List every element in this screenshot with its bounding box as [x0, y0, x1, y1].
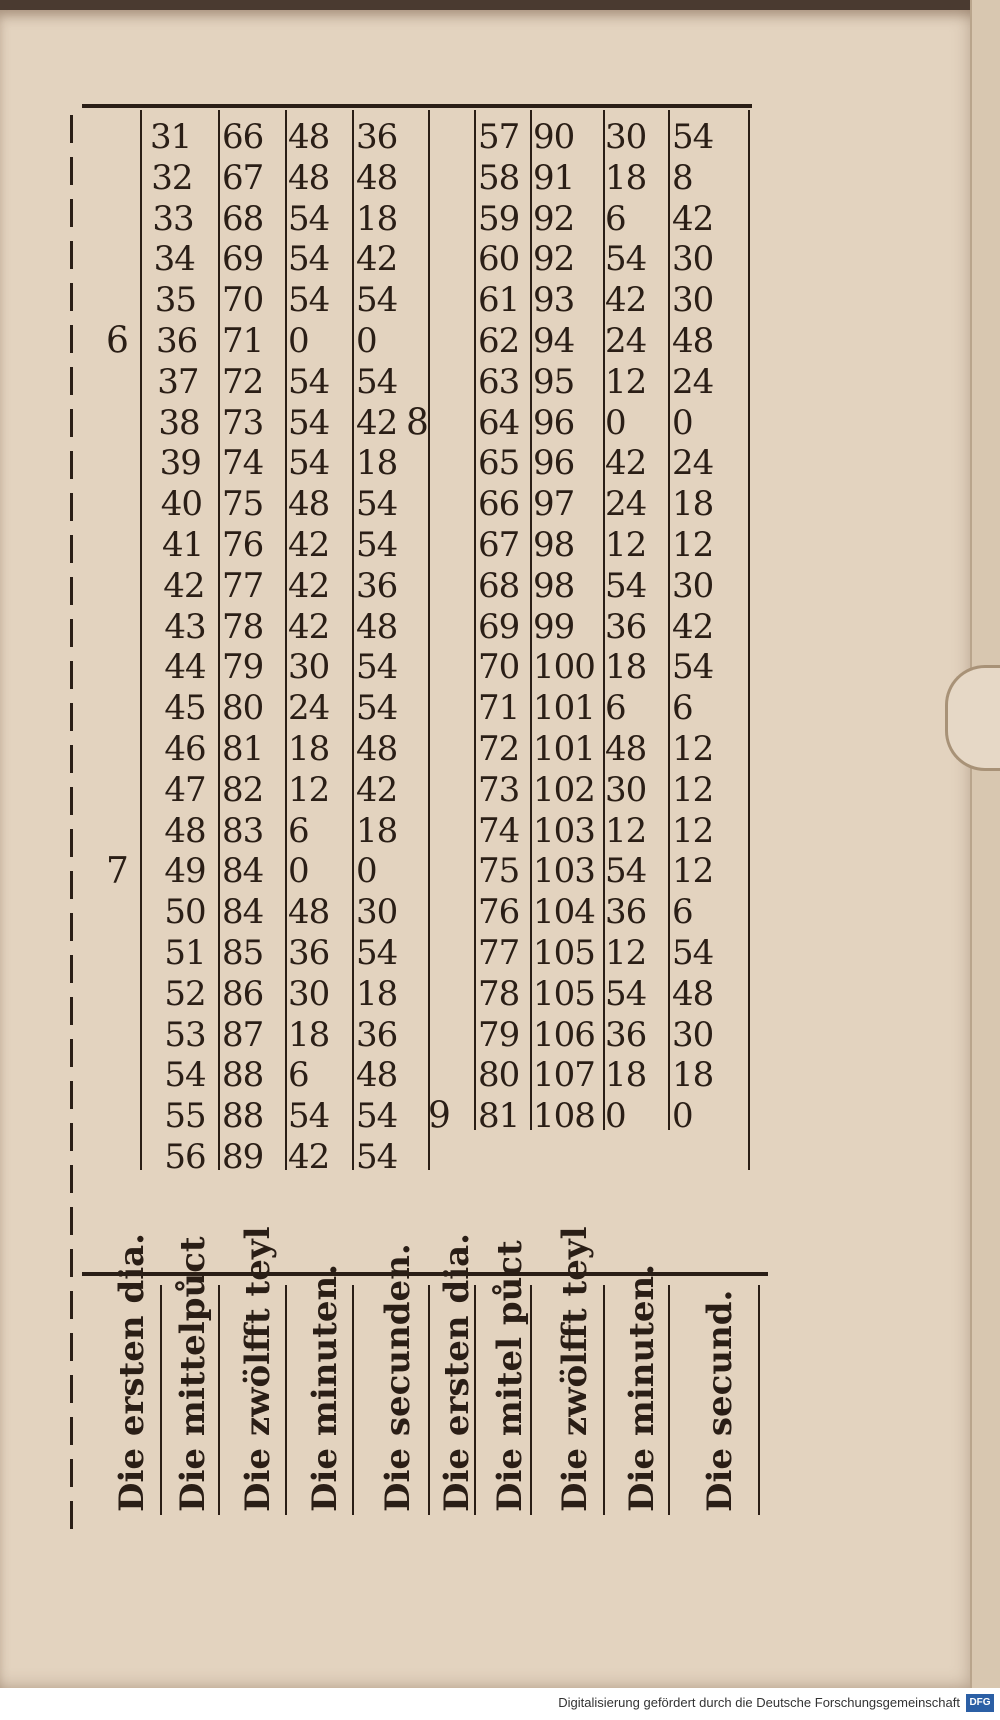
column-rule — [530, 110, 532, 1130]
margin-dash — [70, 325, 73, 353]
margin-dash — [70, 829, 73, 857]
margin-dash — [70, 787, 73, 815]
margin-dash — [70, 451, 73, 479]
right-table-cell: 18 — [672, 484, 714, 525]
right-table-cell: 12 — [672, 769, 714, 810]
left-table-cell: 30 — [288, 973, 330, 1014]
left-table-cell: 33 — [152, 198, 194, 239]
margin-dash — [70, 619, 73, 647]
right-table-cell: 92 — [533, 198, 575, 239]
right-table-cell: 101 — [533, 729, 595, 769]
left-table-cell: 48 — [356, 729, 398, 769]
header-column-rule — [218, 1285, 220, 1515]
right-table-cell: 36 — [605, 1014, 647, 1055]
left-table-cell: 36 — [356, 117, 398, 157]
right-table-cell: 102 — [533, 769, 595, 810]
margin-dash — [70, 1039, 73, 1067]
left-table-cell: 84 — [222, 851, 264, 892]
margin-dash — [70, 199, 73, 227]
right-table-cell: 105 — [533, 973, 595, 1014]
right-table-cell: 99 — [533, 606, 575, 647]
left-table-cell: 18 — [356, 810, 398, 851]
right-table-cell: 101 — [533, 688, 595, 729]
left-table-cell: 55 — [164, 1096, 206, 1137]
left-table-cell: 48 — [288, 892, 330, 933]
left-table-cell: 54 — [288, 443, 330, 484]
right-table-cell: 80 — [478, 1055, 520, 1096]
right-table-cell: 48 — [605, 729, 647, 769]
footer-credit: Digitalisierung gefördert durch die Deutsche Forschungsgemeinschaft — [558, 1695, 960, 1710]
left-table-cell: 0 — [288, 321, 309, 361]
right-table-cell: 95 — [533, 361, 575, 402]
right-table-cell: 6 — [605, 198, 626, 239]
left-table-cell: 0 — [356, 851, 377, 892]
right-table-cell: 30 — [605, 769, 647, 810]
left-table-cell: 12 — [288, 769, 330, 810]
right-table-cell: 12 — [672, 851, 714, 892]
right-table-cell: 64 — [478, 402, 520, 443]
right-table-cell: 12 — [605, 525, 647, 565]
left-table-cell: 18 — [288, 729, 330, 769]
margin-dash — [70, 1417, 73, 1445]
column-header: Die mittelpůct — [173, 1236, 213, 1512]
left-table-cell: 48 — [288, 117, 330, 157]
left-table-cell: 45 — [164, 688, 206, 729]
right-table-cell: 103 — [533, 851, 595, 892]
left-table-cell: 69 — [222, 239, 264, 280]
right-table-cell: 105 — [533, 933, 595, 973]
left-table-cell: 87 — [222, 1014, 264, 1055]
left-table-cell: 84 — [222, 892, 264, 933]
left-table-cell: 42 — [356, 769, 398, 810]
right-table-cell: 62 — [478, 321, 520, 361]
left-table-cell: 76 — [222, 525, 264, 565]
left-table-cell: 36 — [288, 933, 330, 973]
left-table-cell: 56 — [164, 1137, 206, 1177]
left-table-cell: 54 — [288, 198, 330, 239]
left-table-cell: 52 — [164, 973, 206, 1014]
left-table-cell: 54 — [356, 1137, 398, 1177]
column-header: Die ersten dia. — [112, 1232, 152, 1512]
right-table-cell: 24 — [672, 443, 714, 484]
right-table-cell: 107 — [533, 1055, 595, 1096]
column-header: Die zwölfft teyl — [238, 1226, 278, 1512]
right-table-cell: 30 — [672, 565, 714, 606]
margin-dash — [70, 367, 73, 395]
margin-dash — [70, 1081, 73, 1109]
left-table-cell: 42 — [288, 1137, 330, 1177]
margin-dash — [70, 745, 73, 773]
left-table-cell: 36 — [356, 565, 398, 606]
right-table-cell: 54 — [605, 565, 647, 606]
left-table-cell: 18 — [356, 443, 398, 484]
left-table-cell: 42 — [356, 402, 398, 443]
left-table-cell: 18 — [356, 973, 398, 1014]
margin-dash — [70, 577, 73, 605]
left-table-cell: 54 — [288, 280, 330, 321]
right-table-cell: 71 — [478, 688, 520, 729]
right-table-cell: 30 — [672, 1014, 714, 1055]
column-rule — [748, 110, 750, 1170]
right-table-cell: 72 — [478, 729, 520, 769]
margin-dash — [70, 1291, 73, 1319]
margin-dash — [70, 1501, 73, 1529]
left-table-cell: 37 — [157, 361, 199, 402]
left-table-cell: 54 — [356, 525, 398, 565]
margin-dash — [70, 409, 73, 437]
right-table-cell: 0 — [605, 402, 626, 443]
right-table-cell: 77 — [478, 933, 520, 973]
right-table-cell: 0 — [672, 1096, 693, 1137]
right-table-cell: 18 — [605, 157, 647, 198]
header-column-rule — [530, 1285, 532, 1515]
right-table-cell: 93 — [533, 280, 575, 321]
left-table-cell: 32 — [151, 157, 193, 198]
left-table-cell: 73 — [222, 402, 264, 443]
left-table-cell: 71 — [222, 321, 264, 361]
right-table-cell: 42 — [672, 606, 714, 647]
right-table-cell: 61 — [478, 280, 520, 321]
left-day-marker: 6 — [106, 320, 129, 362]
margin-dash — [70, 157, 73, 185]
left-table-cell: 78 — [222, 606, 264, 647]
left-table-cell: 42 — [288, 565, 330, 606]
right-table-cell: 0 — [605, 1096, 626, 1137]
top-rule — [82, 104, 752, 108]
left-table-cell: 18 — [356, 198, 398, 239]
margin-dash — [70, 1249, 73, 1277]
right-table-cell: 54 — [605, 239, 647, 280]
right-table-cell: 12 — [605, 933, 647, 973]
margin-dash — [70, 1459, 73, 1487]
left-table-cell: 67 — [222, 157, 264, 198]
right-table-cell: 36 — [605, 606, 647, 647]
right-table-cell: 98 — [533, 525, 575, 565]
left-table-cell: 54 — [164, 1055, 206, 1096]
right-table-cell: 65 — [478, 443, 520, 484]
left-table-cell: 36 — [356, 1014, 398, 1055]
left-table-cell: 30 — [356, 892, 398, 933]
column-rule — [474, 110, 476, 1130]
right-table-cell: 81 — [478, 1096, 520, 1137]
margin-dash — [70, 1333, 73, 1361]
left-table-cell: 42 — [288, 525, 330, 565]
left-table-cell: 48 — [288, 157, 330, 198]
left-table-cell: 54 — [288, 402, 330, 443]
margin-dash — [70, 115, 73, 143]
header-column-rule — [603, 1285, 605, 1515]
header-column-rule — [352, 1285, 354, 1515]
header-column-rule — [285, 1285, 287, 1515]
right-table-cell: 106 — [533, 1014, 595, 1055]
left-table-cell: 0 — [356, 321, 377, 361]
right-table-cell: 6 — [672, 892, 693, 933]
right-table-cell: 104 — [533, 892, 595, 933]
left-table-cell: 18 — [288, 1014, 330, 1055]
left-table-cell: 86 — [222, 973, 264, 1014]
margin-dash — [70, 1165, 73, 1193]
left-table-cell: 54 — [356, 280, 398, 321]
column-rule — [285, 110, 287, 1170]
left-table-cell: 42 — [288, 606, 330, 647]
right-table-cell: 12 — [672, 729, 714, 769]
left-table-cell: 43 — [164, 606, 206, 647]
right-table-cell: 73 — [478, 769, 520, 810]
left-table-cell: 48 — [288, 484, 330, 525]
left-table-cell: 42 — [356, 239, 398, 280]
right-table-cell: 60 — [478, 239, 520, 280]
left-table-cell: 68 — [222, 198, 264, 239]
left-table-cell: 54 — [288, 361, 330, 402]
left-table-cell: 83 — [222, 810, 264, 851]
right-day-marker: 9 — [428, 1095, 451, 1137]
margin-dash — [70, 871, 73, 899]
right-table-cell: 42 — [605, 443, 647, 484]
right-table-cell: 67 — [478, 525, 520, 565]
column-rule — [668, 110, 670, 1130]
left-table-cell: 54 — [288, 239, 330, 280]
right-table-cell: 98 — [533, 565, 575, 606]
left-table-cell: 72 — [222, 361, 264, 402]
header-column-rule — [428, 1285, 430, 1515]
left-table-cell: 66 — [222, 117, 264, 157]
left-table-cell: 74 — [222, 443, 264, 484]
right-table-cell: 48 — [672, 973, 714, 1014]
left-table-cell: 51 — [164, 933, 206, 973]
right-table-cell: 68 — [478, 565, 520, 606]
right-table-cell: 54 — [672, 647, 714, 688]
left-table-cell: 36 — [156, 321, 198, 361]
footer-bar — [0, 1688, 1000, 1720]
right-table-cell: 79 — [478, 1014, 520, 1055]
right-table-cell: 42 — [672, 198, 714, 239]
left-table-cell: 79 — [222, 647, 264, 688]
right-table-cell: 76 — [478, 892, 520, 933]
margin-dash — [70, 661, 73, 689]
left-table-cell: 39 — [159, 443, 201, 484]
left-table-cell: 89 — [222, 1137, 264, 1177]
left-table-cell: 48 — [164, 810, 206, 851]
right-table-cell: 69 — [478, 606, 520, 647]
right-day-marker: 8 — [406, 402, 429, 444]
left-table-cell: 40 — [160, 484, 203, 525]
right-table-cell: 96 — [533, 443, 575, 484]
left-table-cell: 80 — [222, 688, 264, 729]
left-table-cell: 50 — [164, 892, 206, 933]
left-table-cell: 54 — [356, 647, 398, 688]
left-table-cell: 81 — [222, 729, 264, 769]
right-table-cell: 91 — [533, 157, 575, 198]
column-header: Die mitel půct — [490, 1240, 530, 1512]
right-table-cell: 103 — [533, 810, 595, 851]
right-table-cell: 6 — [605, 688, 626, 729]
column-header: Die ersten dia. — [437, 1232, 477, 1512]
left-table-cell: 42 — [163, 565, 205, 606]
left-table-cell: 54 — [356, 688, 398, 729]
right-table-cell: 24 — [672, 361, 714, 402]
left-table-cell: 82 — [222, 769, 264, 810]
right-table-cell: 94 — [533, 321, 575, 361]
right-table-cell: 12 — [672, 525, 714, 565]
left-table-cell: 35 — [154, 280, 197, 321]
margin-dash — [70, 1375, 73, 1403]
margin-dash — [70, 997, 73, 1025]
right-table-cell: 24 — [605, 484, 647, 525]
column-header: Die minuten. — [305, 1263, 345, 1512]
left-table-cell: 6 — [288, 1055, 309, 1096]
left-table-cell: 0 — [288, 851, 309, 892]
left-day-marker: 7 — [106, 850, 129, 892]
left-table-cell: 70 — [222, 280, 264, 321]
right-table-cell: 97 — [533, 484, 575, 525]
right-table-cell: 108 — [533, 1096, 595, 1137]
left-table-cell: 31 — [150, 117, 192, 157]
margin-dash — [70, 955, 73, 983]
left-table-cell: 24 — [288, 688, 330, 729]
left-table-cell: 54 — [356, 933, 398, 973]
left-table-cell: 38 — [158, 402, 200, 443]
margin-dash — [70, 1207, 73, 1235]
right-table-cell: 30 — [672, 239, 714, 280]
right-table-cell: 30 — [672, 280, 714, 321]
column-header: Die zwölfft teyl — [555, 1226, 595, 1512]
right-table-cell: 100 — [533, 647, 595, 688]
left-table-cell: 88 — [222, 1096, 264, 1137]
right-table-cell: 36 — [605, 892, 647, 933]
left-table-cell: 41 — [162, 525, 204, 565]
right-table-cell: 57 — [478, 117, 520, 157]
right-table-cell: 63 — [478, 361, 520, 402]
left-table-cell: 34 — [153, 239, 195, 280]
left-table-cell: 54 — [356, 484, 398, 525]
header-column-rule — [160, 1285, 162, 1515]
right-table-cell: 42 — [605, 280, 647, 321]
right-table-cell: 24 — [605, 321, 647, 361]
column-rule — [218, 110, 220, 1170]
left-table-cell: 53 — [164, 1014, 206, 1055]
margin-dash — [70, 1123, 73, 1151]
left-table-cell: 49 — [164, 851, 206, 892]
right-table-cell: 18 — [605, 1055, 647, 1096]
right-table-cell: 48 — [672, 321, 714, 361]
right-table-cell: 0 — [672, 402, 693, 443]
left-table-cell: 44 — [164, 647, 206, 688]
column-header: Die secunden. — [378, 1243, 418, 1512]
margin-dash — [70, 493, 73, 521]
margin-dash — [70, 241, 73, 269]
left-table-cell: 75 — [222, 484, 264, 525]
margin-dash — [70, 913, 73, 941]
left-table-cell: 48 — [356, 157, 398, 198]
right-table-cell: 12 — [605, 810, 647, 851]
right-table-cell: 18 — [605, 647, 647, 688]
right-table-cell: 8 — [672, 157, 693, 198]
column-rule — [140, 110, 142, 1170]
left-table-cell: 30 — [288, 647, 330, 688]
left-table-cell: 54 — [356, 1096, 398, 1137]
right-table-cell: 92 — [533, 239, 575, 280]
left-table-cell: 47 — [164, 769, 206, 810]
right-table-cell: 12 — [605, 361, 647, 402]
left-table-cell: 54 — [288, 1096, 330, 1137]
dfg-logo: DFG — [966, 1694, 994, 1712]
right-table-cell: 30 — [605, 117, 647, 157]
column-rule — [352, 110, 354, 1170]
header-column-rule — [668, 1285, 670, 1515]
left-table-cell: 48 — [356, 1055, 398, 1096]
right-table-cell: 96 — [533, 402, 575, 443]
column-header: Die minuten. — [622, 1263, 662, 1512]
margin-dash — [70, 703, 73, 731]
margin-dash — [70, 283, 73, 311]
right-table-cell: 66 — [478, 484, 520, 525]
right-table-cell: 75 — [478, 851, 520, 892]
right-table-cell: 59 — [478, 198, 520, 239]
margin-dash — [70, 535, 73, 563]
right-table-cell: 6 — [672, 688, 693, 729]
right-table-cell: 90 — [533, 117, 575, 157]
header-column-rule — [758, 1285, 760, 1515]
left-table-cell: 85 — [222, 933, 264, 973]
right-table-cell: 74 — [478, 810, 520, 851]
right-table-cell: 54 — [672, 933, 714, 973]
column-rule — [428, 110, 430, 1170]
right-table-cell: 18 — [672, 1055, 714, 1096]
left-table-cell: 6 — [288, 810, 309, 851]
right-table-cell: 54 — [605, 973, 647, 1014]
left-table-cell: 77 — [222, 565, 264, 606]
left-table-cell: 46 — [164, 729, 206, 769]
left-table-cell: 54 — [356, 361, 398, 402]
right-table-cell: 54 — [605, 851, 647, 892]
left-table-cell: 48 — [356, 606, 398, 647]
left-table-cell: 88 — [222, 1055, 264, 1096]
column-header: Die secund. — [700, 1289, 740, 1512]
right-table-cell: 70 — [478, 647, 520, 688]
right-table-cell: 58 — [478, 157, 520, 198]
right-table-cell: 12 — [672, 810, 714, 851]
right-table-cell: 78 — [478, 973, 520, 1014]
right-table-cell: 54 — [672, 117, 714, 157]
